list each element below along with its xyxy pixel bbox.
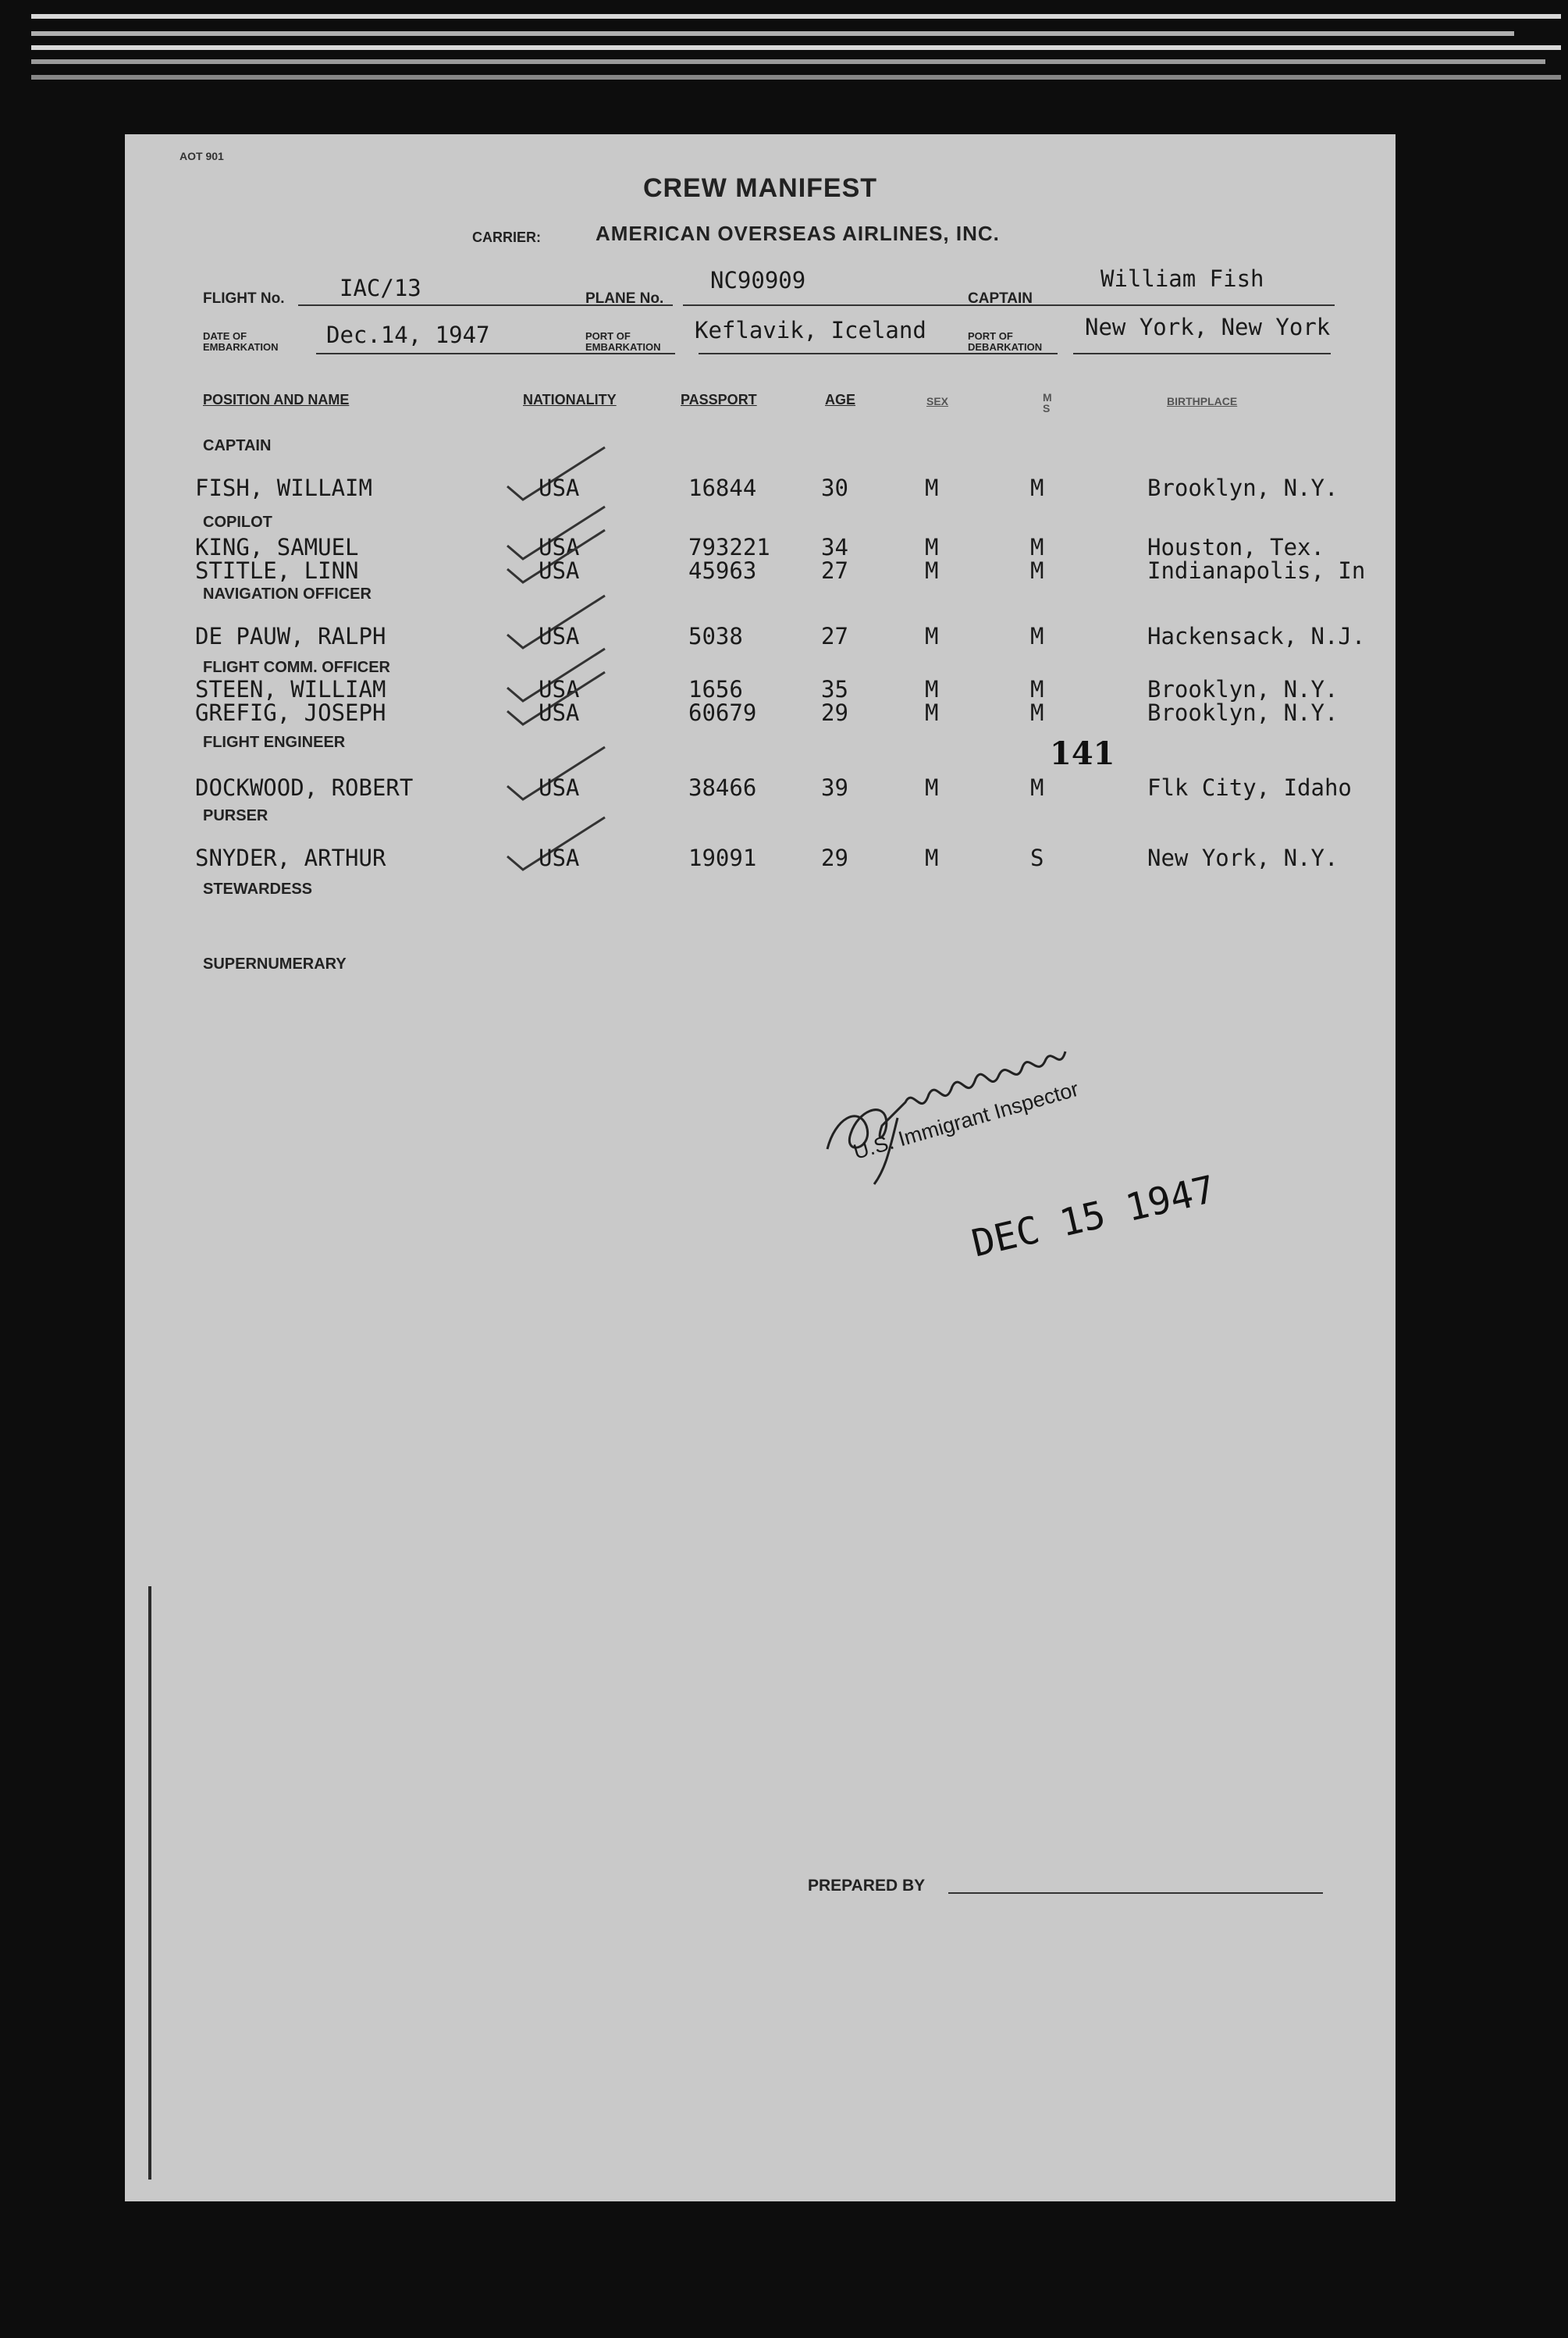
form-code: AOT 901 — [180, 150, 224, 162]
col-age: AGE — [825, 392, 856, 407]
crew-nationality: USA — [539, 676, 580, 703]
col-ms-line1: M — [1043, 391, 1052, 404]
date-label-line1: DATE OF — [203, 330, 247, 342]
crew-name: SNYDER, ARTHUR — [195, 845, 386, 871]
crew-age: 30 — [821, 475, 848, 501]
crew-nationality: USA — [539, 699, 580, 726]
crew-name: GREFIG, JOSEPH — [195, 699, 386, 726]
col-sex: SEX — [926, 395, 949, 407]
crew-name: FISH, WILLAIM — [195, 475, 372, 501]
crew-age: 29 — [821, 845, 848, 871]
crew-sex: M — [925, 699, 939, 726]
date-label — [203, 331, 279, 353]
crew-row — [125, 623, 1396, 654]
date-label-line2: EMBARKATION — [203, 341, 279, 353]
port-debarkation-label — [968, 331, 1042, 353]
crew-name: DOCKWOOD, ROBERT — [195, 774, 414, 801]
position-captain: CAPTAIN — [203, 437, 272, 454]
port-of-debarkation: New York, New York — [1085, 314, 1331, 340]
crew-marital-status: M — [1030, 699, 1044, 726]
captain-label: CAPTAIN — [968, 290, 1033, 307]
col-birthplace: BIRTHPLACE — [1167, 395, 1238, 407]
crew-passport: 60679 — [688, 699, 757, 726]
captain-value: William Fish — [1100, 265, 1264, 292]
prepared-by-label: PREPARED BY — [808, 1877, 926, 1895]
crew-birthplace: Hackensack, N.J. — [1147, 623, 1366, 649]
crew-age: 29 — [821, 699, 848, 726]
crew-sex: M — [925, 845, 939, 871]
crew-row — [125, 475, 1396, 506]
crew-age: 27 — [821, 557, 848, 584]
crew-age: 35 — [821, 676, 848, 703]
col-marital-status — [1043, 392, 1052, 414]
page-edge-line — [148, 1586, 151, 2180]
crew-passport: 19091 — [688, 845, 757, 871]
carrier-name: AMERICAN OVERSEAS AIRLINES, INC. — [596, 222, 1000, 245]
col-ms-line2: S — [1043, 402, 1051, 415]
date-line — [316, 353, 675, 354]
port-deb-label-line2: DEBARKATION — [968, 341, 1043, 353]
port-of-embarkation: Keflavik, Iceland — [695, 317, 926, 343]
col-position-and-name: POSITION AND NAME — [203, 392, 350, 407]
flight-no-label: FLIGHT No. — [203, 290, 285, 307]
position-copilot: COPILOT — [203, 514, 272, 531]
crew-birthplace: Brooklyn, N.Y. — [1147, 676, 1339, 703]
crew-row — [125, 557, 1396, 589]
crew-sex: M — [925, 475, 939, 501]
inspector-title: U.S. Immigrant Inspector — [851, 1076, 1082, 1164]
prepared-by-line — [948, 1892, 1323, 1894]
crew-birthplace: Houston, Tex. — [1147, 534, 1324, 560]
crew-nationality: USA — [539, 774, 580, 801]
crew-marital-status: M — [1030, 534, 1044, 560]
crew-passport: 1656 — [688, 676, 743, 703]
carrier-label: CARRIER: — [472, 230, 541, 245]
position-flight-comm-officer: FLIGHT COMM. OFFICER — [203, 659, 390, 676]
crew-age: 39 — [821, 774, 848, 801]
port-deb-label-line1: PORT OF — [968, 330, 1013, 342]
position-stewardess: STEWARDESS — [203, 881, 313, 898]
crew-marital-status: S — [1030, 845, 1044, 871]
crew-name: DE PAUW, RALPH — [195, 623, 386, 649]
crew-marital-status: M — [1030, 623, 1044, 649]
crew-birthplace: Brooklyn, N.Y. — [1147, 699, 1339, 726]
crew-row — [125, 774, 1396, 806]
crew-birthplace: Brooklyn, N.Y. — [1147, 475, 1339, 501]
crew-birthplace: Flk City, Idaho — [1147, 774, 1352, 801]
crew-marital-status: M — [1030, 557, 1044, 584]
crew-sex: M — [925, 774, 939, 801]
date-stamp: DEC 15 1947 — [968, 1167, 1220, 1266]
crew-passport: 45963 — [688, 557, 757, 584]
crew-sex: M — [925, 534, 939, 560]
crew-marital-status: M — [1030, 774, 1044, 801]
port-emb-line — [699, 353, 1058, 354]
crew-nationality: USA — [539, 623, 580, 649]
crew-nationality: USA — [539, 845, 580, 871]
page-title: CREW MANIFEST — [642, 173, 878, 203]
crew-marital-status: M — [1030, 475, 1044, 501]
position-flight-engineer: FLIGHT ENGINEER — [203, 734, 346, 751]
crew-age: 27 — [821, 623, 848, 649]
crew-name: STITLE, LINN — [195, 557, 359, 584]
crew-passport: 16844 — [688, 475, 757, 501]
crew-sex: M — [925, 557, 939, 584]
crew-sex: M — [925, 623, 939, 649]
crew-name: STEEN, WILLIAM — [195, 676, 386, 703]
crew-birthplace: New York, N.Y. — [1147, 845, 1339, 871]
port-embarkation-label — [585, 331, 661, 353]
position-navigation-officer: NAVIGATION OFFICER — [203, 585, 372, 603]
col-passport: PASSPORT — [681, 392, 757, 407]
crew-name: KING, SAMUEL — [195, 534, 359, 560]
plane-no-value: NC90909 — [710, 267, 806, 294]
port-deb-line — [1073, 353, 1331, 354]
crew-sex: M — [925, 676, 939, 703]
crew-passport: 38466 — [688, 774, 757, 801]
crew-passport: 5038 — [688, 623, 743, 649]
crew-nationality: USA — [539, 557, 580, 584]
stamp-number: 141 — [1050, 735, 1115, 772]
scan-border-stripes — [0, 0, 1568, 117]
crew-nationality: USA — [539, 534, 580, 560]
manifest-page — [125, 134, 1396, 2201]
crew-row — [125, 699, 1396, 731]
crew-age: 34 — [821, 534, 848, 560]
port-emb-label-line1: PORT OF — [585, 330, 631, 342]
crew-nationality: USA — [539, 475, 580, 501]
position-purser: PURSER — [203, 807, 268, 824]
plane-no-label: PLANE No. — [585, 290, 664, 307]
port-emb-label-line2: EMBARKATION — [585, 341, 661, 353]
position-supernumerary: SUPERNUMERARY — [203, 955, 347, 973]
crew-row — [125, 845, 1396, 876]
flight-no-value: IAC/13 — [340, 275, 421, 301]
col-nationality: NATIONALITY — [523, 392, 617, 407]
crew-marital-status: M — [1030, 676, 1044, 703]
crew-birthplace: Indianapolis, In — [1147, 557, 1366, 584]
date-of-embarkation: Dec.14, 1947 — [326, 322, 490, 348]
captain-line — [1054, 304, 1335, 306]
crew-passport: 793221 — [688, 534, 770, 560]
